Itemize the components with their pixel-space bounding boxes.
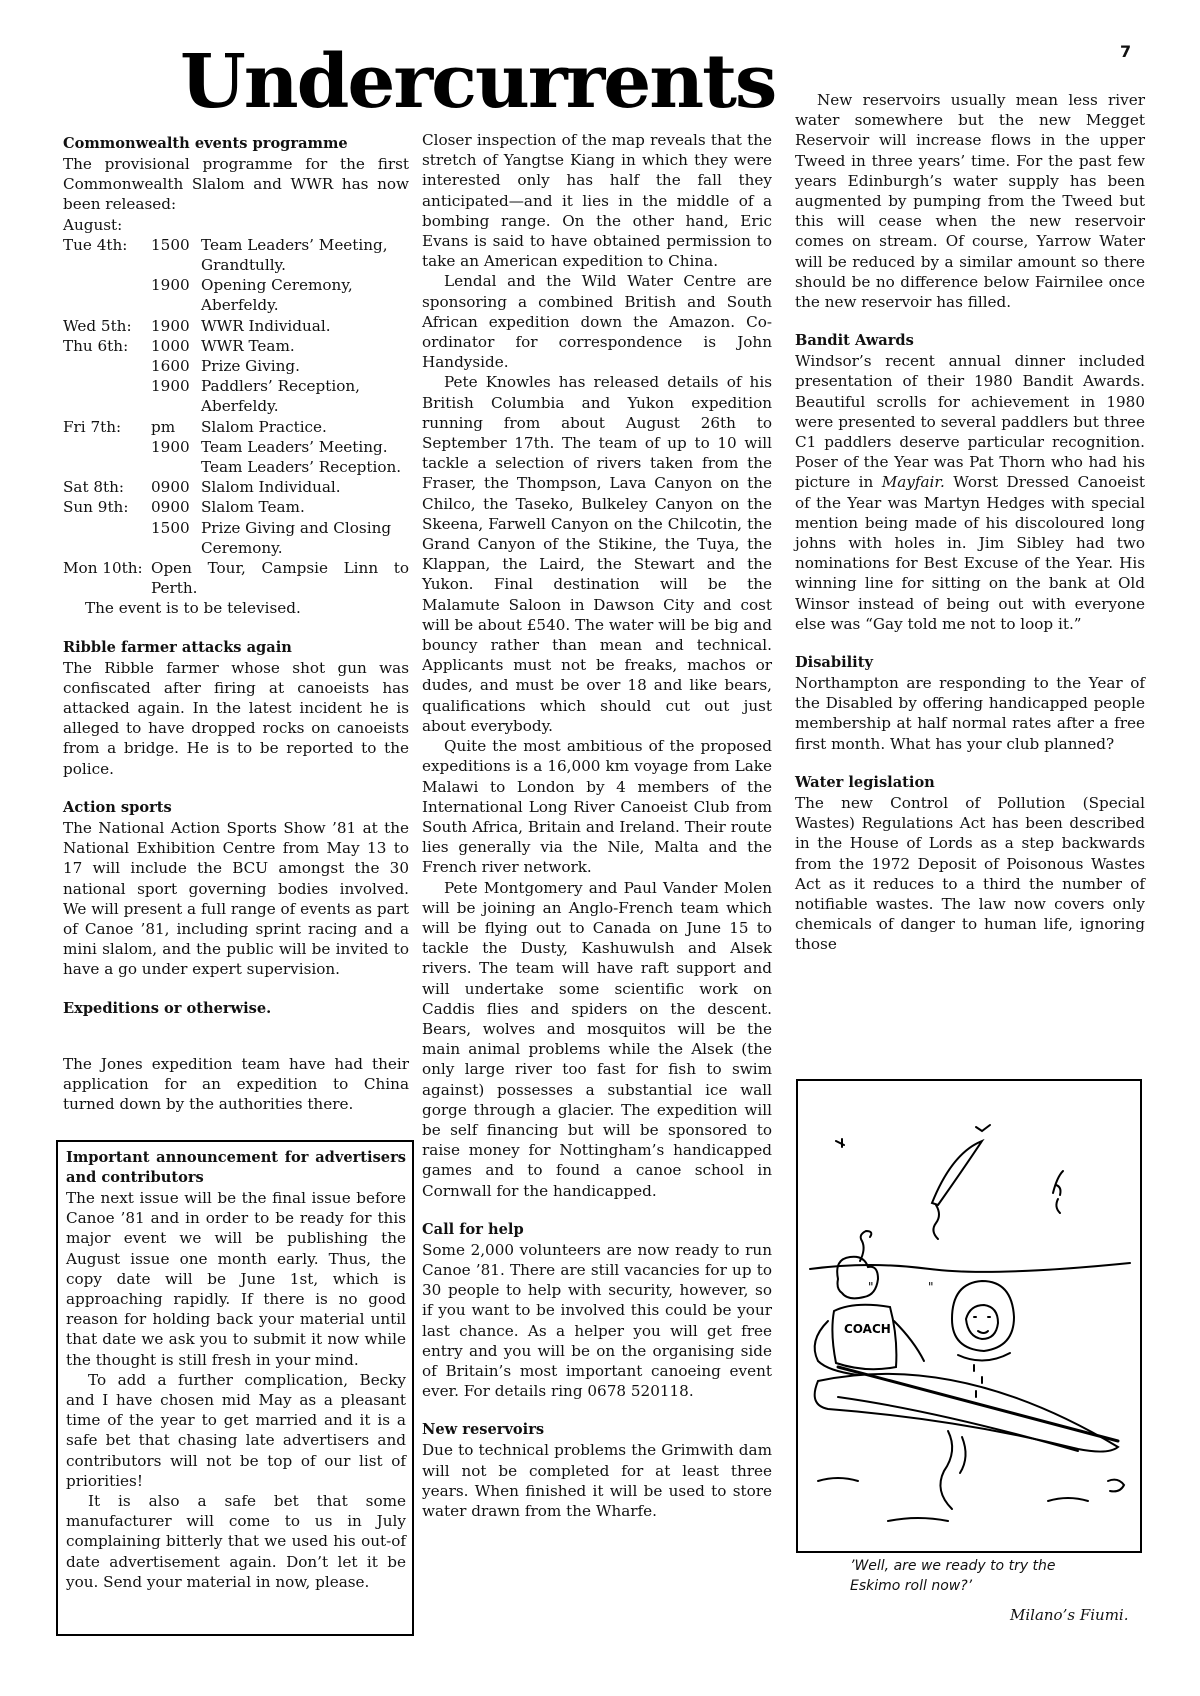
announcement-p1: The next issue will be the final issue before Canoe ’81 and in order to be ready for this major event we will be publishing the August issue one month early. Thus, the copy date will be June 1st, which is approaching rapidly. If there is no good reason for holding back your material until that date we ask you to submit it now while the thought is still fresh in your mind. <box>66 1189 406 1369</box>
schedule-time: 0900 <box>151 478 190 497</box>
page-number: 7 <box>1120 42 1132 61</box>
schedule-time: 1000 <box>151 336 190 355</box>
schedule-time: 1500 <box>151 235 190 254</box>
coach-shirt <box>832 1305 896 1370</box>
disability-text: Northampton are responding to the Year of the Disabled by offering handicapped people membership at half normal rates after a free first month. What has your club planned? <box>795 674 1145 753</box>
expeditions-heading: Expeditions or otherwise. <box>63 999 272 1017</box>
schedule-row <box>63 417 409 437</box>
schedule-day: Wed 5th: <box>63 316 132 335</box>
ribble-text: The Ribble farmer whose shot gun was confiscated after firing at canoeists has attacked again. In the latest incident he is alleged to have dropped rocks on canoeists from a bridge. He is to be reported to the police. <box>63 658 409 778</box>
caption-line-2: Eskimo roll now?’ <box>850 1578 973 1594</box>
schedule-time: 0900 <box>151 498 190 517</box>
paddle-blade-icon <box>932 1141 982 1205</box>
help-heading: Call for help <box>422 1220 524 1238</box>
kayak-hull <box>815 1374 1118 1452</box>
schedule-row <box>63 316 409 336</box>
schedule-time: pm <box>151 417 176 436</box>
schedule-day <box>63 437 151 477</box>
schedule-row <box>63 497 409 517</box>
expeditions-text-continued: Closer inspection of the map reveals that the stretch of Yangtse Kiang in which they were interested only has half the fall they anticipated—and it lies in the middle of a bombing range. On the other hand, Eric Evans is said to have obtained permission to take an American expedition to China. <box>422 131 772 271</box>
schedule-event: Opening Ceremony, Aberfeldy. <box>201 276 353 315</box>
schedule-event: WWR Individual. <box>201 316 331 335</box>
water-heading: Water legislation <box>795 773 935 791</box>
schedule-day: Tue 4th: <box>63 235 128 254</box>
eskimo-face <box>966 1305 998 1339</box>
disability-heading: Disability <box>795 654 873 672</box>
cartoon-illustration <box>796 1079 1142 1553</box>
schedule-day: Thu 6th: <box>63 336 129 355</box>
schedule-day: Sun 9th: <box>63 498 129 517</box>
schedule-table <box>63 235 409 558</box>
schedule-event: Slalom Team. <box>201 498 305 517</box>
bandit-heading: Bandit Awards <box>795 332 914 350</box>
announcement-heading: Important announcement for advertisers and contributors <box>66 1149 406 1186</box>
schedule-time: 1900 <box>151 276 190 295</box>
bird-icon <box>976 1125 990 1131</box>
cartoon-credit: Milano’s Fiumi. <box>1010 1606 1129 1624</box>
bandit-text-b: Worst Dressed Canoeist of the Year was Martyn Hedges with special mention being made of his discoloured long johns with holes in. Jim Sibley had two nominations for Best Excuse of the Year. His winning line for sitting on the bank at Old Winsor instead of being out with everyone else was “Gay told me not to loop it.” <box>795 473 1145 633</box>
schedule-row <box>63 235 409 275</box>
schedule-row <box>63 376 409 416</box>
schedule-event: Paddlers’ Reception, Aberfeldy. <box>201 377 360 416</box>
schedule-row <box>63 477 409 497</box>
schedule-row <box>63 336 409 356</box>
schedule-day <box>63 356 151 376</box>
cartoon-caption <box>850 1556 1110 1596</box>
schedule-row <box>63 518 409 558</box>
schedule-time: 1900 <box>151 437 190 456</box>
schedule-time: 1900 <box>151 377 190 396</box>
bandit-text-a: Windsor’s recent annual dinner included presentation of their 1980 Bandit Awards. Beautiful scrolls for achievement in 1980 were presented to several paddlers but three C1 paddlers deserve particular recognition. Poser of the Year was Pat Thorn who had his picture in <box>795 352 1145 492</box>
bandit-text <box>795 351 1145 634</box>
help-text: Some 2,000 volunteers are now ready to run Canoe ’81. There are still vacancies for up to 30 people to help with security, however, so if you want to be involved this could be your last chance. As a helper you will get free entry and you will be on the organising side of Britain’s most important canoeing event ever. For details ring 0678 520118. <box>422 1240 772 1401</box>
schedule-event: Slalom Practice. <box>201 417 327 436</box>
schedule-event: Team Leaders’ Meeting, Grandtully. <box>201 235 388 275</box>
ribble-heading: Ribble farmer attacks again <box>63 638 292 656</box>
schedule-day <box>63 518 151 558</box>
column-1 <box>63 134 409 1019</box>
cartoon-drawing <box>798 1081 1140 1551</box>
schedule-day: Fri 7th: <box>63 417 122 436</box>
schedule-day <box>63 275 151 315</box>
schedule-day: Mon 10th: <box>63 559 143 578</box>
reservoirs-p1: Due to technical problems the Grimwith dam will not be completed for at least three years. When finished it will be used to store water drawn from the Wharfe. <box>422 1441 772 1520</box>
schedule-day <box>63 376 151 416</box>
expeditions-p5: Pete Montgomery and Paul Vander Molen will be joining an Anglo-French team which will be flying out to Canada on June 15 to tackle the Dusty, Kashuwulsh and Alsek rivers. The team will have raft support and will undertake some scientific work on Caddis flies and spiders on the descent. Bears, wolves and mosquitos will be the main animal problems while the Alsek (the only large river too fast for fish to swim against) possesses a substantial ice wall gorge through a glacier. The expedition will be self financing but will be sponsored to raise money for Nottingham’s handicapped games and to found a canoe school in Cornwall for the handicapped. <box>422 878 772 1200</box>
expeditions-p4: Quite the most ambitious of the proposed expeditions is a 16,000 km voyage from Lake Malawi to London by 4 members of the International Long River Canoeist Club from South Africa, Britain and Ireland. Their route lies generally via the Nile, Malta and the French river network. <box>422 737 772 877</box>
schedule-row-mon <box>63 558 409 598</box>
action-heading: Action sports <box>63 798 172 816</box>
svg-text:": " <box>928 1280 934 1294</box>
televised-note: The event is to be televised. <box>85 599 301 618</box>
schedule-time: 1900 <box>151 316 190 335</box>
water-text: The new Control of Pollution (Special Wastes) Regulations Act has been described in the House of Lords as a step backwards from the 1972 Deposit of Poisonous Wastes Act as it reduces to a third the number of notifiable wastes. The law now covers only chemicals of danger to human life, ignoring those <box>795 793 1145 954</box>
commonwealth-heading: Commonwealth events programme <box>63 135 348 152</box>
reservoirs-heading: New reservoirs <box>422 1421 545 1439</box>
commonwealth-intro: The provisional programme for the first Commonwealth Slalom and WWR has now been released: <box>63 155 409 214</box>
svg-text:": " <box>868 1280 874 1294</box>
expeditions-p2: Lendal and the Wild Water Centre are sponsoring a combined British and South African expedition down the Amazon. Co-ordinator for correspondence is John Handyside. <box>422 272 772 372</box>
schedule-day: Sat 8th: <box>63 478 125 497</box>
announcement-p2: To add a further complication, Becky and I have chosen mid May as a pleasant time of the year to get married and it is a safe bet that chasing late advertisers and contributors will not be top of our list of priorities! <box>66 1370 406 1490</box>
column-3 <box>795 70 1145 955</box>
expeditions-p1-start <box>63 1054 409 1115</box>
schedule-row <box>63 275 409 315</box>
schedule-event: Prize Giving. <box>201 357 300 376</box>
schedule-row <box>63 356 409 376</box>
schedule-time: 1600 <box>151 357 190 376</box>
caption-line-1: ’Well, are we ready to try the <box>850 1558 1056 1574</box>
masthead-title: Undercurrents <box>180 39 776 125</box>
schedule-row <box>63 437 409 477</box>
expeditions-p3: Pete Knowles has released details of his British Columbia and Yukon expedition running from about August 26th to September 17th. The team of up to 10 will tackle a selection of rivers taken from the Fraser, the Thompson, Lava Canyon on the Chilco, the Taseko, Bulkeley Canyon on the Skeena, Farwell Canyon on the Chilcotin, the Grand Canyon of the Stikine, the Tuya, the Klappan, the Laird, the Stewart and the Yukon. Final destination will be the Malamute Saloon in Dawson City and cost will be about £540. The water will be big and bouncy rather than mean and technical. Applicants must not be freaks, machos or dudes, and must be over 18 and like bears, qualifications which should cut out just about everybody. <box>422 373 772 735</box>
schedule-time: 1500 <box>151 518 190 537</box>
bandit-text-magazine: Mayfair. <box>881 473 945 492</box>
announcement-p3: It is also a safe bet that some manufacturer will come to us in July complaining bitterly that we used his out-of date advertisement again. Don’t let it be you. Send your material in now, please. <box>66 1492 406 1591</box>
announcement-box <box>56 1140 414 1636</box>
shirt-text: COACH <box>844 1322 891 1336</box>
eskimo-hood <box>952 1281 1014 1351</box>
bird-icon <box>836 1139 844 1147</box>
expeditions-text-part: The Jones expedition team have had their application for an expedition to China turned down by the authorities there. <box>63 1055 409 1114</box>
schedule-event: Slalom Individual. <box>201 478 341 497</box>
schedule-month: August: <box>63 215 123 234</box>
schedule-event: Prize Giving and Closing Ceremony. <box>201 518 392 557</box>
schedule-event: Open Tour, Campsie Linn to Perth. <box>151 559 409 598</box>
reservoirs-p2: New reservoirs usually mean less river water somewhere but the new Megget Reservoir will increase flows in the upper Tweed in three years’ time. For the past few years Edinburgh’s water supply has been augmented by pumping from the Tweed but this will cease when the new reservoir comes on stream. Of course, Yarrow Water will be reduced by a similar amount so there should be no difference below Fairnilee once the new reservoir has filled. <box>795 91 1145 312</box>
schedule-event: WWR Team. <box>201 336 295 355</box>
schedule-event: Team Leaders’ Meeting. Team Leaders’ Reception. <box>201 437 402 477</box>
column-2 <box>422 130 772 1521</box>
action-text: The National Action Sports Show ’81 at the National Exhibition Centre from May 13 to 17 will include the BCU amongst the 30 national sport governing bodies involved. We will present a full range of events as part of Canoe ’81, including sprint racing and a mini slalom, and the public will be invited to have a go under expert supervision. <box>63 818 409 979</box>
